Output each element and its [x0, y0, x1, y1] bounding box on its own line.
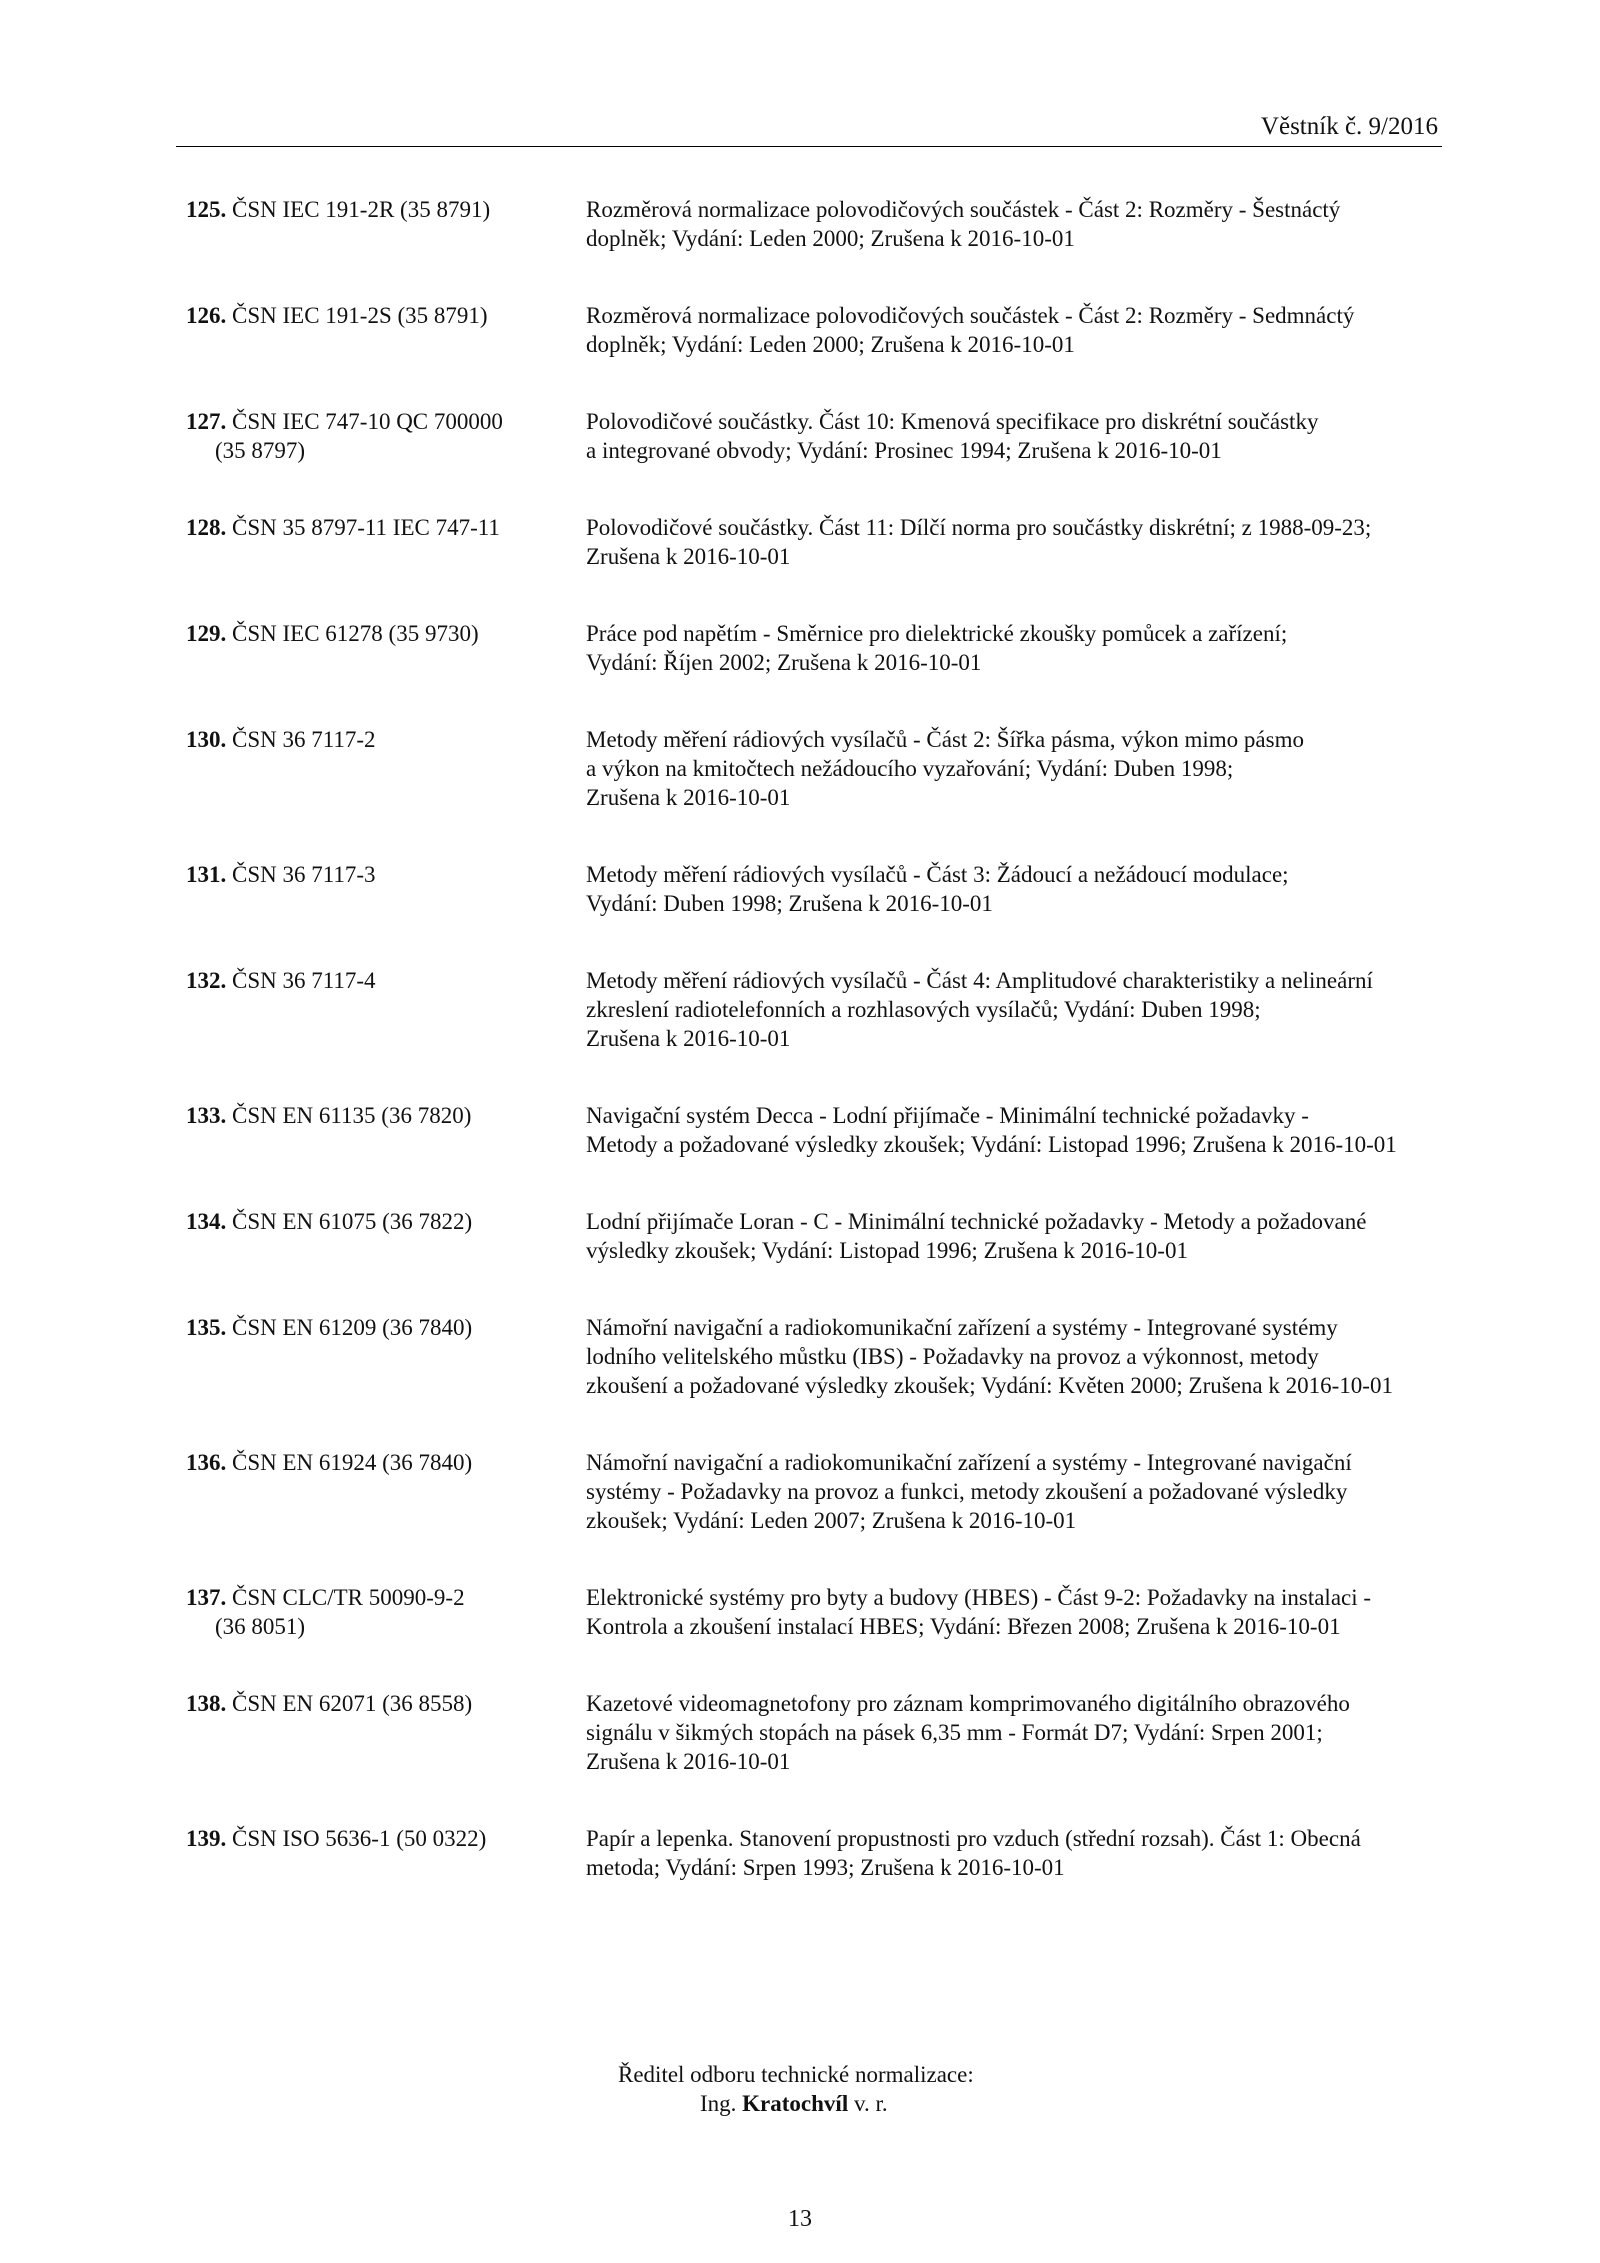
standard-description [586, 860, 1436, 918]
standard-code-continuation: (35 8797) [215, 438, 306, 463]
standard-description [586, 1313, 1436, 1400]
description-line: a výkon na kmitočtech nežádoucího vyzařování; Vydání: Duben 1998; [586, 756, 1234, 781]
standard-identifier [186, 1448, 586, 1535]
description-line: Rozměrová normalizace polovodičových součástek - Část 2: Rozměry - Šestnáctý [586, 197, 1341, 222]
standard-identifier [186, 725, 586, 812]
standard-description [586, 301, 1436, 359]
description-line: Rozměrová normalizace polovodičových součástek - Část 2: Rozměry - Sedmnáctý [586, 303, 1355, 328]
item-number: 126. [186, 303, 227, 328]
standard-description [586, 619, 1436, 677]
description-line: Zrušena k 2016-10-01 [586, 1749, 791, 1774]
description-line: Elektronické systémy pro byty a budovy (HBES) - Část 9-2: Požadavky na instalaci - [586, 1585, 1372, 1610]
list-item [186, 725, 1436, 812]
item-number: 135. [186, 1315, 227, 1340]
list-item [186, 407, 1436, 465]
standard-code: ČSN EN 62071 (36 8558) [232, 1691, 473, 1716]
description-line: systémy - Požadavky na provoz a funkci, metody zkoušení a požadované výsledky [586, 1479, 1348, 1504]
standard-code: ČSN EN 61924 (36 7840) [232, 1450, 473, 1475]
standard-identifier [186, 1689, 586, 1776]
standard-description [586, 966, 1436, 1053]
list-item [186, 301, 1436, 359]
signature-title: Ing. [700, 2091, 737, 2116]
description-line: Metody a požadované výsledky zkoušek; Vydání: Listopad 1996; Zrušena k 2016-10-01 [586, 1132, 1397, 1157]
description-line: zkoušek; Vydání: Leden 2007; Zrušena k 2016-10-01 [586, 1508, 1077, 1533]
standard-identifier [186, 407, 586, 465]
standard-code: ČSN IEC 747-10 QC 700000 [232, 409, 503, 434]
standard-code: ČSN 36 7117-3 [232, 862, 376, 887]
description-line: a integrované obvody; Vydání: Prosinec 1994; Zrušena k 2016-10-01 [586, 438, 1222, 463]
description-line: Práce pod napětím - Směrnice pro dielektrické zkoušky pomůcek a zařízení; [586, 621, 1288, 646]
signature-suffix: v. r. [853, 2091, 888, 2116]
description-line: Kazetové videomagnetofony pro záznam komprimovaného digitálního obrazového [586, 1691, 1350, 1716]
description-line: Zrušena k 2016-10-01 [586, 544, 791, 569]
description-line: výsledky zkoušek; Vydání: Listopad 1996; Zrušena k 2016-10-01 [586, 1238, 1188, 1263]
standard-description [586, 1824, 1436, 1882]
list-item [186, 1313, 1436, 1400]
description-line: Lodní přijímače Loran - C - Minimální technické požadavky - Metody a požadované [586, 1209, 1367, 1234]
standard-code: ČSN EN 61075 (36 7822) [232, 1209, 473, 1234]
standard-code-continuation: (36 8051) [215, 1614, 306, 1639]
item-number: 125. [186, 197, 227, 222]
standard-identifier [186, 619, 586, 677]
standard-description [586, 407, 1436, 465]
description-line: Papír a lepenka. Stanovení propustnosti pro vzduch (střední rozsah). Část 1: Obecná [586, 1826, 1361, 1851]
standard-description [586, 1448, 1436, 1535]
standard-description [586, 1689, 1436, 1776]
standard-description [586, 1583, 1436, 1641]
standard-identifier [186, 1583, 586, 1641]
standard-description [586, 1207, 1436, 1265]
standard-identifier [186, 1824, 586, 1882]
standard-identifier [186, 301, 586, 359]
item-number: 136. [186, 1450, 227, 1475]
standard-code: ČSN EN 61135 (36 7820) [232, 1103, 472, 1128]
signature-name-line [700, 2089, 888, 2118]
item-number: 128. [186, 515, 227, 540]
item-number: 127. [186, 409, 227, 434]
list-item [186, 1583, 1436, 1641]
standard-code: ČSN 36 7117-4 [232, 968, 376, 993]
item-number: 134. [186, 1209, 227, 1234]
item-number: 131. [186, 862, 227, 887]
standard-description [586, 513, 1436, 571]
standard-identifier [186, 1207, 586, 1265]
standard-description [586, 195, 1436, 253]
description-line: signálu v šikmých stopách na pásek 6,35 mm - Formát D7; Vydání: Srpen 2001; [586, 1720, 1323, 1745]
signature-name: Kratochvíl [742, 2091, 849, 2116]
description-line: Metody měření rádiových vysílačů - Část 4: Amplitudové charakteristiky a nelineární [586, 968, 1373, 993]
repealed-standards-list [186, 195, 1436, 1882]
description-line: Námořní navigační a radiokomunikační zařízení a systémy - Integrované systémy [586, 1315, 1338, 1340]
item-number: 130. [186, 727, 227, 752]
standard-identifier [186, 513, 586, 571]
item-number: 137. [186, 1585, 227, 1610]
standard-code: ČSN 36 7117-2 [232, 727, 376, 752]
item-number: 129. [186, 621, 227, 646]
description-line: Polovodičové součástky. Část 10: Kmenová specifikace pro diskrétní součástky [586, 409, 1319, 434]
page-number: 13 [788, 2206, 812, 2232]
standard-description [586, 725, 1436, 812]
list-item [186, 1824, 1436, 1882]
list-item [186, 619, 1436, 677]
list-item [186, 966, 1436, 1053]
description-line: Kontrola a zkoušení instalací HBES; Vydání: Březen 2008; Zrušena k 2016-10-01 [586, 1614, 1341, 1639]
list-item [186, 1448, 1436, 1535]
description-line: Vydání: Říjen 2002; Zrušena k 2016-10-01 [586, 650, 982, 675]
list-item [186, 860, 1436, 918]
item-number: 139. [186, 1826, 227, 1851]
description-line: Námořní navigační a radiokomunikační zařízení a systémy - Integrované navigační [586, 1450, 1352, 1475]
item-number: 133. [186, 1103, 227, 1128]
description-line: zkoušení a požadované výsledky zkoušek; Vydání: Květen 2000; Zrušena k 2016-10-01 [586, 1373, 1393, 1398]
description-line: Navigační systém Decca - Lodní přijímače - Minimální technické požadavky - [586, 1103, 1309, 1128]
bulletin-title: Věstník č. 9/2016 [1260, 113, 1438, 140]
standard-code: ČSN ISO 5636-1 (50 0322) [232, 1826, 487, 1851]
description-line: Zrušena k 2016-10-01 [586, 1026, 791, 1051]
list-item [186, 1101, 1436, 1159]
description-line: Zrušena k 2016-10-01 [586, 785, 791, 810]
standard-identifier [186, 1101, 586, 1159]
description-line: metoda; Vydání: Srpen 1993; Zrušena k 2016-10-01 [586, 1855, 1065, 1880]
standard-code: ČSN IEC 191-2R (35 8791) [232, 197, 491, 222]
description-line: doplněk; Vydání: Leden 2000; Zrušena k 2016-10-01 [586, 332, 1075, 357]
list-item [186, 195, 1436, 253]
description-line: Metody měření rádiových vysílačů - Část 2: Šířka pásma, výkon mimo pásmo [586, 727, 1304, 752]
standard-code: ČSN EN 61209 (36 7840) [232, 1315, 473, 1340]
standard-identifier [186, 195, 586, 253]
standard-identifier [186, 1313, 586, 1400]
description-line: Metody měření rádiových vysílačů - Část 3: Žádoucí a nežádoucí modulace; [586, 862, 1289, 887]
signature-role: Ředitel odboru technické normalizace: [618, 2062, 974, 2087]
standard-code: ČSN IEC 61278 (35 9730) [232, 621, 479, 646]
standard-code: ČSN 35 8797-11 IEC 747-11 [232, 515, 500, 540]
description-line: doplněk; Vydání: Leden 2000; Zrušena k 2016-10-01 [586, 226, 1075, 251]
standard-description [586, 1101, 1436, 1159]
standard-identifier [186, 860, 586, 918]
list-item [186, 1689, 1436, 1776]
standard-code: ČSN CLC/TR 50090-9-2 [232, 1585, 465, 1610]
standard-code: ČSN IEC 191-2S (35 8791) [232, 303, 488, 328]
item-number: 132. [186, 968, 227, 993]
description-line: Vydání: Duben 1998; Zrušena k 2016-10-01 [586, 891, 993, 916]
list-item [186, 513, 1436, 571]
description-line: zkreslení radiotelefonních a rozhlasových vysílačů; Vydání: Duben 1998; [586, 997, 1261, 1022]
standard-identifier [186, 966, 586, 1053]
description-line: Polovodičové součástky. Část 11: Dílčí norma pro součástky diskrétní; z 1988-09-23; [586, 515, 1372, 540]
list-item [186, 1207, 1436, 1265]
description-line: lodního velitelského můstku (IBS) - Požadavky na provoz a výkonnost, metody [586, 1344, 1319, 1369]
item-number: 138. [186, 1691, 227, 1716]
page-header [176, 110, 1442, 147]
